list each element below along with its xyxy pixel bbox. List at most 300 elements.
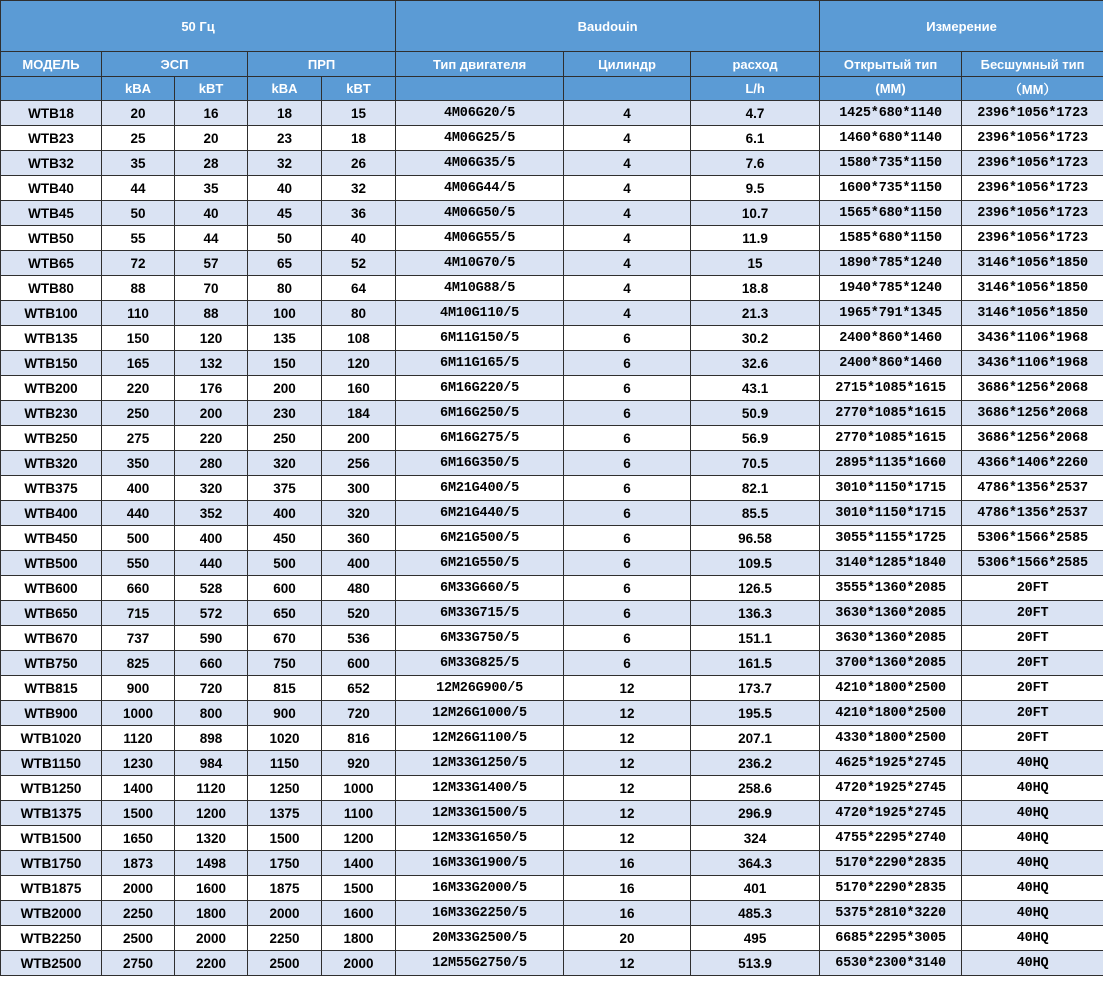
cell-open-dimensions: 4625*1925*2745 bbox=[820, 751, 962, 776]
cell-silent-dimensions: 4786*1356*2537 bbox=[962, 501, 1103, 526]
cell-silent-dimensions: 40HQ bbox=[962, 951, 1103, 976]
cell-consumption: 50.9 bbox=[691, 401, 820, 426]
table-row bbox=[1, 876, 1103, 901]
cell-esp-kw: 1320 bbox=[175, 826, 248, 851]
table-row bbox=[1, 201, 1103, 226]
table-row bbox=[1, 226, 1103, 251]
cell-model: WTB320 bbox=[1, 451, 102, 476]
cell-cylinder: 6 bbox=[564, 651, 691, 676]
cell-open-dimensions: 4755*2295*2740 bbox=[820, 826, 962, 851]
table-row bbox=[1, 376, 1103, 401]
cell-open-dimensions: 1460*680*1140 bbox=[820, 126, 962, 151]
table-row bbox=[1, 501, 1103, 526]
cell-esp-kva: 2000 bbox=[102, 876, 175, 901]
cell-cylinder: 4 bbox=[564, 251, 691, 276]
header-open-type: Открытый тип bbox=[820, 52, 962, 77]
cell-model: WTB1500 bbox=[1, 826, 102, 851]
cell-prp-kw: 36 bbox=[322, 201, 396, 226]
cell-consumption: 30.2 bbox=[691, 326, 820, 351]
cell-prp-kva: 40 bbox=[248, 176, 322, 201]
cell-prp-kw: 1500 bbox=[322, 876, 396, 901]
cell-model: WTB230 bbox=[1, 401, 102, 426]
header-lh: L/h bbox=[691, 77, 820, 101]
cell-engine-type: 12M33G1500/5 bbox=[396, 801, 564, 826]
cell-esp-kw: 2000 bbox=[175, 926, 248, 951]
cell-prp-kva: 250 bbox=[248, 426, 322, 451]
cell-silent-dimensions: 3436*1106*1968 bbox=[962, 351, 1103, 376]
cell-esp-kva: 50 bbox=[102, 201, 175, 226]
cell-engine-type: 6M33G750/5 bbox=[396, 626, 564, 651]
cell-cylinder: 20 bbox=[564, 926, 691, 951]
cell-prp-kva: 2250 bbox=[248, 926, 322, 951]
table-row bbox=[1, 401, 1103, 426]
cell-open-dimensions: 1600*735*1150 bbox=[820, 176, 962, 201]
cell-engine-type: 6M33G660/5 bbox=[396, 576, 564, 601]
cell-esp-kw: 1120 bbox=[175, 776, 248, 801]
cell-esp-kva: 275 bbox=[102, 426, 175, 451]
cell-engine-type: 4M10G88/5 bbox=[396, 276, 564, 301]
cell-consumption: 6.1 bbox=[691, 126, 820, 151]
table-row bbox=[1, 526, 1103, 551]
cell-esp-kw: 176 bbox=[175, 376, 248, 401]
cell-silent-dimensions: 20FT bbox=[962, 651, 1103, 676]
cell-prp-kw: 184 bbox=[322, 401, 396, 426]
header-measurement: Измерение bbox=[820, 1, 1103, 52]
cell-silent-dimensions: 20FT bbox=[962, 726, 1103, 751]
cell-cylinder: 12 bbox=[564, 951, 691, 976]
cell-prp-kva: 2000 bbox=[248, 901, 322, 926]
cell-consumption: 258.6 bbox=[691, 776, 820, 801]
cell-open-dimensions: 6685*2295*3005 bbox=[820, 926, 962, 951]
cell-prp-kva: 650 bbox=[248, 601, 322, 626]
cell-cylinder: 16 bbox=[564, 876, 691, 901]
cell-esp-kva: 1400 bbox=[102, 776, 175, 801]
cell-open-dimensions: 3055*1155*1725 bbox=[820, 526, 962, 551]
cell-prp-kva: 1750 bbox=[248, 851, 322, 876]
header-50hz: 50 Гц bbox=[1, 1, 396, 52]
cell-model: WTB100 bbox=[1, 301, 102, 326]
cell-prp-kw: 600 bbox=[322, 651, 396, 676]
cell-open-dimensions: 3700*1360*2085 bbox=[820, 651, 962, 676]
cell-engine-type: 4M10G70/5 bbox=[396, 251, 564, 276]
cell-prp-kva: 200 bbox=[248, 376, 322, 401]
cell-consumption: 32.6 bbox=[691, 351, 820, 376]
cell-silent-dimensions: 40HQ bbox=[962, 901, 1103, 926]
table-row bbox=[1, 851, 1103, 876]
cell-esp-kw: 70 bbox=[175, 276, 248, 301]
header-model: МОДЕЛЬ bbox=[1, 52, 102, 77]
cell-esp-kva: 110 bbox=[102, 301, 175, 326]
cell-open-dimensions: 4210*1800*2500 bbox=[820, 701, 962, 726]
cell-prp-kva: 450 bbox=[248, 526, 322, 551]
cell-model: WTB18 bbox=[1, 101, 102, 126]
cell-silent-dimensions: 3146*1056*1850 bbox=[962, 276, 1103, 301]
header-engine-blank bbox=[396, 77, 564, 101]
cell-cylinder: 12 bbox=[564, 676, 691, 701]
header-prp-kva: kBA bbox=[248, 77, 322, 101]
cell-esp-kw: 220 bbox=[175, 426, 248, 451]
cell-model: WTB150 bbox=[1, 351, 102, 376]
cell-model: WTB375 bbox=[1, 476, 102, 501]
header-cylinder-blank bbox=[564, 77, 691, 101]
cell-model: WTB500 bbox=[1, 551, 102, 576]
cell-prp-kva: 1250 bbox=[248, 776, 322, 801]
cell-prp-kva: 500 bbox=[248, 551, 322, 576]
cell-esp-kw: 984 bbox=[175, 751, 248, 776]
cell-consumption: 161.5 bbox=[691, 651, 820, 676]
table-row bbox=[1, 476, 1103, 501]
cell-prp-kw: 1200 bbox=[322, 826, 396, 851]
cell-engine-type: 6M16G350/5 bbox=[396, 451, 564, 476]
cell-silent-dimensions: 40HQ bbox=[962, 851, 1103, 876]
cell-consumption: 151.1 bbox=[691, 626, 820, 651]
cell-cylinder: 6 bbox=[564, 551, 691, 576]
cell-prp-kw: 52 bbox=[322, 251, 396, 276]
cell-prp-kva: 18 bbox=[248, 101, 322, 126]
cell-engine-type: 6M16G250/5 bbox=[396, 401, 564, 426]
cell-silent-dimensions: 2396*1056*1723 bbox=[962, 126, 1103, 151]
cell-prp-kva: 135 bbox=[248, 326, 322, 351]
header-mm-silent: （MM） bbox=[962, 77, 1103, 101]
cell-esp-kva: 1000 bbox=[102, 701, 175, 726]
cell-cylinder: 6 bbox=[564, 626, 691, 651]
cell-open-dimensions: 4720*1925*2745 bbox=[820, 776, 962, 801]
cell-cylinder: 12 bbox=[564, 751, 691, 776]
cell-model: WTB135 bbox=[1, 326, 102, 351]
cell-cylinder: 4 bbox=[564, 151, 691, 176]
cell-prp-kva: 2500 bbox=[248, 951, 322, 976]
table-row bbox=[1, 751, 1103, 776]
cell-prp-kva: 1500 bbox=[248, 826, 322, 851]
cell-esp-kva: 1230 bbox=[102, 751, 175, 776]
cell-esp-kw: 35 bbox=[175, 176, 248, 201]
cell-esp-kva: 150 bbox=[102, 326, 175, 351]
cell-esp-kva: 72 bbox=[102, 251, 175, 276]
cell-prp-kva: 400 bbox=[248, 501, 322, 526]
cell-consumption: 236.2 bbox=[691, 751, 820, 776]
cell-open-dimensions: 1425*680*1140 bbox=[820, 101, 962, 126]
table-row bbox=[1, 801, 1103, 826]
cell-esp-kw: 28 bbox=[175, 151, 248, 176]
cell-prp-kva: 375 bbox=[248, 476, 322, 501]
cell-engine-type: 6M11G150/5 bbox=[396, 326, 564, 351]
cell-silent-dimensions: 3686*1256*2068 bbox=[962, 376, 1103, 401]
cell-consumption: 364.3 bbox=[691, 851, 820, 876]
table-body bbox=[1, 101, 1103, 976]
cell-cylinder: 12 bbox=[564, 701, 691, 726]
cell-engine-type: 4M06G20/5 bbox=[396, 101, 564, 126]
cell-consumption: 9.5 bbox=[691, 176, 820, 201]
table-row bbox=[1, 426, 1103, 451]
cell-consumption: 207.1 bbox=[691, 726, 820, 751]
cell-consumption: 85.5 bbox=[691, 501, 820, 526]
cell-cylinder: 12 bbox=[564, 826, 691, 851]
cell-prp-kw: 536 bbox=[322, 626, 396, 651]
cell-silent-dimensions: 20FT bbox=[962, 576, 1103, 601]
cell-prp-kw: 920 bbox=[322, 751, 396, 776]
table-row bbox=[1, 251, 1103, 276]
cell-open-dimensions: 2715*1085*1615 bbox=[820, 376, 962, 401]
cell-cylinder: 6 bbox=[564, 376, 691, 401]
cell-engine-type: 20M33G2500/5 bbox=[396, 926, 564, 951]
cell-consumption: 173.7 bbox=[691, 676, 820, 701]
cell-esp-kw: 320 bbox=[175, 476, 248, 501]
cell-model: WTB32 bbox=[1, 151, 102, 176]
cell-esp-kw: 44 bbox=[175, 226, 248, 251]
cell-esp-kva: 165 bbox=[102, 351, 175, 376]
cell-open-dimensions: 1965*791*1345 bbox=[820, 301, 962, 326]
cell-esp-kw: 2200 bbox=[175, 951, 248, 976]
cell-model: WTB50 bbox=[1, 226, 102, 251]
cell-model: WTB815 bbox=[1, 676, 102, 701]
cell-cylinder: 16 bbox=[564, 901, 691, 926]
table-row bbox=[1, 926, 1103, 951]
cell-open-dimensions: 5170*2290*2835 bbox=[820, 851, 962, 876]
cell-silent-dimensions: 20FT bbox=[962, 701, 1103, 726]
cell-engine-type: 6M16G275/5 bbox=[396, 426, 564, 451]
cell-open-dimensions: 4210*1800*2500 bbox=[820, 676, 962, 701]
cell-open-dimensions: 1940*785*1240 bbox=[820, 276, 962, 301]
cell-model: WTB1150 bbox=[1, 751, 102, 776]
cell-prp-kva: 1875 bbox=[248, 876, 322, 901]
cell-model: WTB1020 bbox=[1, 726, 102, 751]
cell-engine-type: 6M21G500/5 bbox=[396, 526, 564, 551]
cell-engine-type: 6M21G550/5 bbox=[396, 551, 564, 576]
cell-model: WTB45 bbox=[1, 201, 102, 226]
cell-esp-kva: 25 bbox=[102, 126, 175, 151]
cell-consumption: 136.3 bbox=[691, 601, 820, 626]
cell-prp-kw: 200 bbox=[322, 426, 396, 451]
cell-open-dimensions: 3555*1360*2085 bbox=[820, 576, 962, 601]
cell-open-dimensions: 1565*680*1150 bbox=[820, 201, 962, 226]
cell-prp-kw: 2000 bbox=[322, 951, 396, 976]
cell-model: WTB750 bbox=[1, 651, 102, 676]
cell-engine-type: 4M06G55/5 bbox=[396, 226, 564, 251]
cell-esp-kw: 1200 bbox=[175, 801, 248, 826]
cell-silent-dimensions: 4786*1356*2537 bbox=[962, 476, 1103, 501]
cell-engine-type: 12M33G1250/5 bbox=[396, 751, 564, 776]
cell-prp-kw: 1000 bbox=[322, 776, 396, 801]
cell-model: WTB2250 bbox=[1, 926, 102, 951]
cell-prp-kw: 80 bbox=[322, 301, 396, 326]
cell-esp-kva: 1500 bbox=[102, 801, 175, 826]
cell-engine-type: 4M06G25/5 bbox=[396, 126, 564, 151]
cell-silent-dimensions: 3146*1056*1850 bbox=[962, 251, 1103, 276]
cell-engine-type: 16M33G1900/5 bbox=[396, 851, 564, 876]
cell-esp-kva: 1873 bbox=[102, 851, 175, 876]
cell-silent-dimensions: 40HQ bbox=[962, 926, 1103, 951]
cell-silent-dimensions: 40HQ bbox=[962, 801, 1103, 826]
header-model-blank bbox=[1, 77, 102, 101]
cell-consumption: 96.58 bbox=[691, 526, 820, 551]
cell-esp-kva: 44 bbox=[102, 176, 175, 201]
cell-prp-kw: 360 bbox=[322, 526, 396, 551]
cell-open-dimensions: 3630*1360*2085 bbox=[820, 626, 962, 651]
cell-prp-kw: 256 bbox=[322, 451, 396, 476]
cell-esp-kva: 550 bbox=[102, 551, 175, 576]
cell-esp-kva: 250 bbox=[102, 401, 175, 426]
cell-consumption: 4.7 bbox=[691, 101, 820, 126]
cell-prp-kw: 32 bbox=[322, 176, 396, 201]
table-row bbox=[1, 576, 1103, 601]
cell-esp-kw: 57 bbox=[175, 251, 248, 276]
cell-esp-kw: 400 bbox=[175, 526, 248, 551]
cell-model: WTB2500 bbox=[1, 951, 102, 976]
cell-esp-kw: 528 bbox=[175, 576, 248, 601]
cell-esp-kva: 220 bbox=[102, 376, 175, 401]
table-row bbox=[1, 901, 1103, 926]
cell-consumption: 485.3 bbox=[691, 901, 820, 926]
cell-prp-kva: 670 bbox=[248, 626, 322, 651]
cell-esp-kw: 20 bbox=[175, 126, 248, 151]
cell-esp-kva: 660 bbox=[102, 576, 175, 601]
cell-model: WTB200 bbox=[1, 376, 102, 401]
cell-open-dimensions: 4720*1925*2745 bbox=[820, 801, 962, 826]
cell-esp-kw: 200 bbox=[175, 401, 248, 426]
cell-prp-kva: 32 bbox=[248, 151, 322, 176]
cell-cylinder: 6 bbox=[564, 451, 691, 476]
cell-cylinder: 12 bbox=[564, 776, 691, 801]
cell-engine-type: 6M11G165/5 bbox=[396, 351, 564, 376]
cell-prp-kva: 750 bbox=[248, 651, 322, 676]
cell-esp-kw: 800 bbox=[175, 701, 248, 726]
cell-consumption: 126.5 bbox=[691, 576, 820, 601]
cell-open-dimensions: 6530*2300*3140 bbox=[820, 951, 962, 976]
cell-prp-kva: 45 bbox=[248, 201, 322, 226]
cell-prp-kva: 230 bbox=[248, 401, 322, 426]
cell-prp-kva: 150 bbox=[248, 351, 322, 376]
cell-silent-dimensions: 2396*1056*1723 bbox=[962, 176, 1103, 201]
cell-esp-kva: 1650 bbox=[102, 826, 175, 851]
cell-silent-dimensions: 5306*1566*2585 bbox=[962, 526, 1103, 551]
cell-engine-type: 6M33G715/5 bbox=[396, 601, 564, 626]
cell-silent-dimensions: 40HQ bbox=[962, 876, 1103, 901]
cell-model: WTB1875 bbox=[1, 876, 102, 901]
header-consumption: расход bbox=[691, 52, 820, 77]
cell-silent-dimensions: 3686*1256*2068 bbox=[962, 401, 1103, 426]
cell-open-dimensions: 2770*1085*1615 bbox=[820, 426, 962, 451]
cell-esp-kw: 352 bbox=[175, 501, 248, 526]
cell-consumption: 82.1 bbox=[691, 476, 820, 501]
cell-engine-type: 4M06G44/5 bbox=[396, 176, 564, 201]
cell-engine-type: 6M33G825/5 bbox=[396, 651, 564, 676]
table-row bbox=[1, 451, 1103, 476]
cell-open-dimensions: 1580*735*1150 bbox=[820, 151, 962, 176]
cell-consumption: 10.7 bbox=[691, 201, 820, 226]
cell-model: WTB670 bbox=[1, 626, 102, 651]
cell-prp-kw: 1100 bbox=[322, 801, 396, 826]
cell-consumption: 109.5 bbox=[691, 551, 820, 576]
cell-engine-type: 4M06G35/5 bbox=[396, 151, 564, 176]
cell-prp-kw: 320 bbox=[322, 501, 396, 526]
cell-prp-kva: 900 bbox=[248, 701, 322, 726]
cell-silent-dimensions: 20FT bbox=[962, 626, 1103, 651]
header-prp-kw: kBT bbox=[322, 77, 396, 101]
table-row bbox=[1, 176, 1103, 201]
cell-open-dimensions: 1890*785*1240 bbox=[820, 251, 962, 276]
cell-prp-kva: 320 bbox=[248, 451, 322, 476]
table-row bbox=[1, 701, 1103, 726]
cell-consumption: 11.9 bbox=[691, 226, 820, 251]
cell-consumption: 15 bbox=[691, 251, 820, 276]
cell-silent-dimensions: 40HQ bbox=[962, 751, 1103, 776]
cell-prp-kw: 816 bbox=[322, 726, 396, 751]
cell-model: WTB23 bbox=[1, 126, 102, 151]
cell-esp-kw: 1498 bbox=[175, 851, 248, 876]
cell-esp-kw: 898 bbox=[175, 726, 248, 751]
cell-esp-kva: 900 bbox=[102, 676, 175, 701]
cell-silent-dimensions: 2396*1056*1723 bbox=[962, 226, 1103, 251]
table-row bbox=[1, 826, 1103, 851]
header-esp-kw: kBT bbox=[175, 77, 248, 101]
cell-prp-kw: 520 bbox=[322, 601, 396, 626]
cell-esp-kw: 1800 bbox=[175, 901, 248, 926]
cell-prp-kva: 600 bbox=[248, 576, 322, 601]
cell-model: WTB400 bbox=[1, 501, 102, 526]
cell-esp-kw: 1600 bbox=[175, 876, 248, 901]
table-row bbox=[1, 651, 1103, 676]
cell-esp-kw: 590 bbox=[175, 626, 248, 651]
cell-model: WTB1250 bbox=[1, 776, 102, 801]
cell-esp-kw: 16 bbox=[175, 101, 248, 126]
header-baudouin: Baudouin bbox=[396, 1, 820, 52]
cell-silent-dimensions: 3436*1106*1968 bbox=[962, 326, 1103, 351]
cell-esp-kva: 737 bbox=[102, 626, 175, 651]
cell-open-dimensions: 5170*2290*2835 bbox=[820, 876, 962, 901]
cell-esp-kw: 440 bbox=[175, 551, 248, 576]
cell-silent-dimensions: 20FT bbox=[962, 601, 1103, 626]
cell-esp-kva: 55 bbox=[102, 226, 175, 251]
table-row bbox=[1, 351, 1103, 376]
table-row bbox=[1, 126, 1103, 151]
cell-engine-type: 6M21G400/5 bbox=[396, 476, 564, 501]
cell-open-dimensions: 2400*860*1460 bbox=[820, 326, 962, 351]
cell-prp-kw: 120 bbox=[322, 351, 396, 376]
cell-cylinder: 6 bbox=[564, 401, 691, 426]
cell-prp-kva: 1150 bbox=[248, 751, 322, 776]
cell-cylinder: 4 bbox=[564, 276, 691, 301]
cell-esp-kva: 715 bbox=[102, 601, 175, 626]
cell-silent-dimensions: 3146*1056*1850 bbox=[962, 301, 1103, 326]
cell-cylinder: 6 bbox=[564, 526, 691, 551]
cell-open-dimensions: 4330*1800*2500 bbox=[820, 726, 962, 751]
cell-prp-kva: 1020 bbox=[248, 726, 322, 751]
table-row bbox=[1, 601, 1103, 626]
cell-cylinder: 6 bbox=[564, 476, 691, 501]
cell-consumption: 296.9 bbox=[691, 801, 820, 826]
cell-open-dimensions: 2895*1135*1660 bbox=[820, 451, 962, 476]
cell-prp-kva: 1375 bbox=[248, 801, 322, 826]
cell-cylinder: 6 bbox=[564, 351, 691, 376]
header-engine-type: Тип двигателя bbox=[396, 52, 564, 77]
cell-cylinder: 6 bbox=[564, 601, 691, 626]
cell-engine-type: 4M06G50/5 bbox=[396, 201, 564, 226]
cell-esp-kva: 825 bbox=[102, 651, 175, 676]
cell-cylinder: 4 bbox=[564, 101, 691, 126]
cell-prp-kva: 80 bbox=[248, 276, 322, 301]
cell-consumption: 21.3 bbox=[691, 301, 820, 326]
cell-open-dimensions: 3010*1150*1715 bbox=[820, 476, 962, 501]
cell-esp-kw: 572 bbox=[175, 601, 248, 626]
cell-esp-kva: 35 bbox=[102, 151, 175, 176]
cell-open-dimensions: 3010*1150*1715 bbox=[820, 501, 962, 526]
cell-silent-dimensions: 20FT bbox=[962, 676, 1103, 701]
cell-esp-kw: 660 bbox=[175, 651, 248, 676]
cell-open-dimensions: 1585*680*1150 bbox=[820, 226, 962, 251]
table-row bbox=[1, 726, 1103, 751]
cell-engine-type: 4M10G110/5 bbox=[396, 301, 564, 326]
cell-prp-kw: 652 bbox=[322, 676, 396, 701]
